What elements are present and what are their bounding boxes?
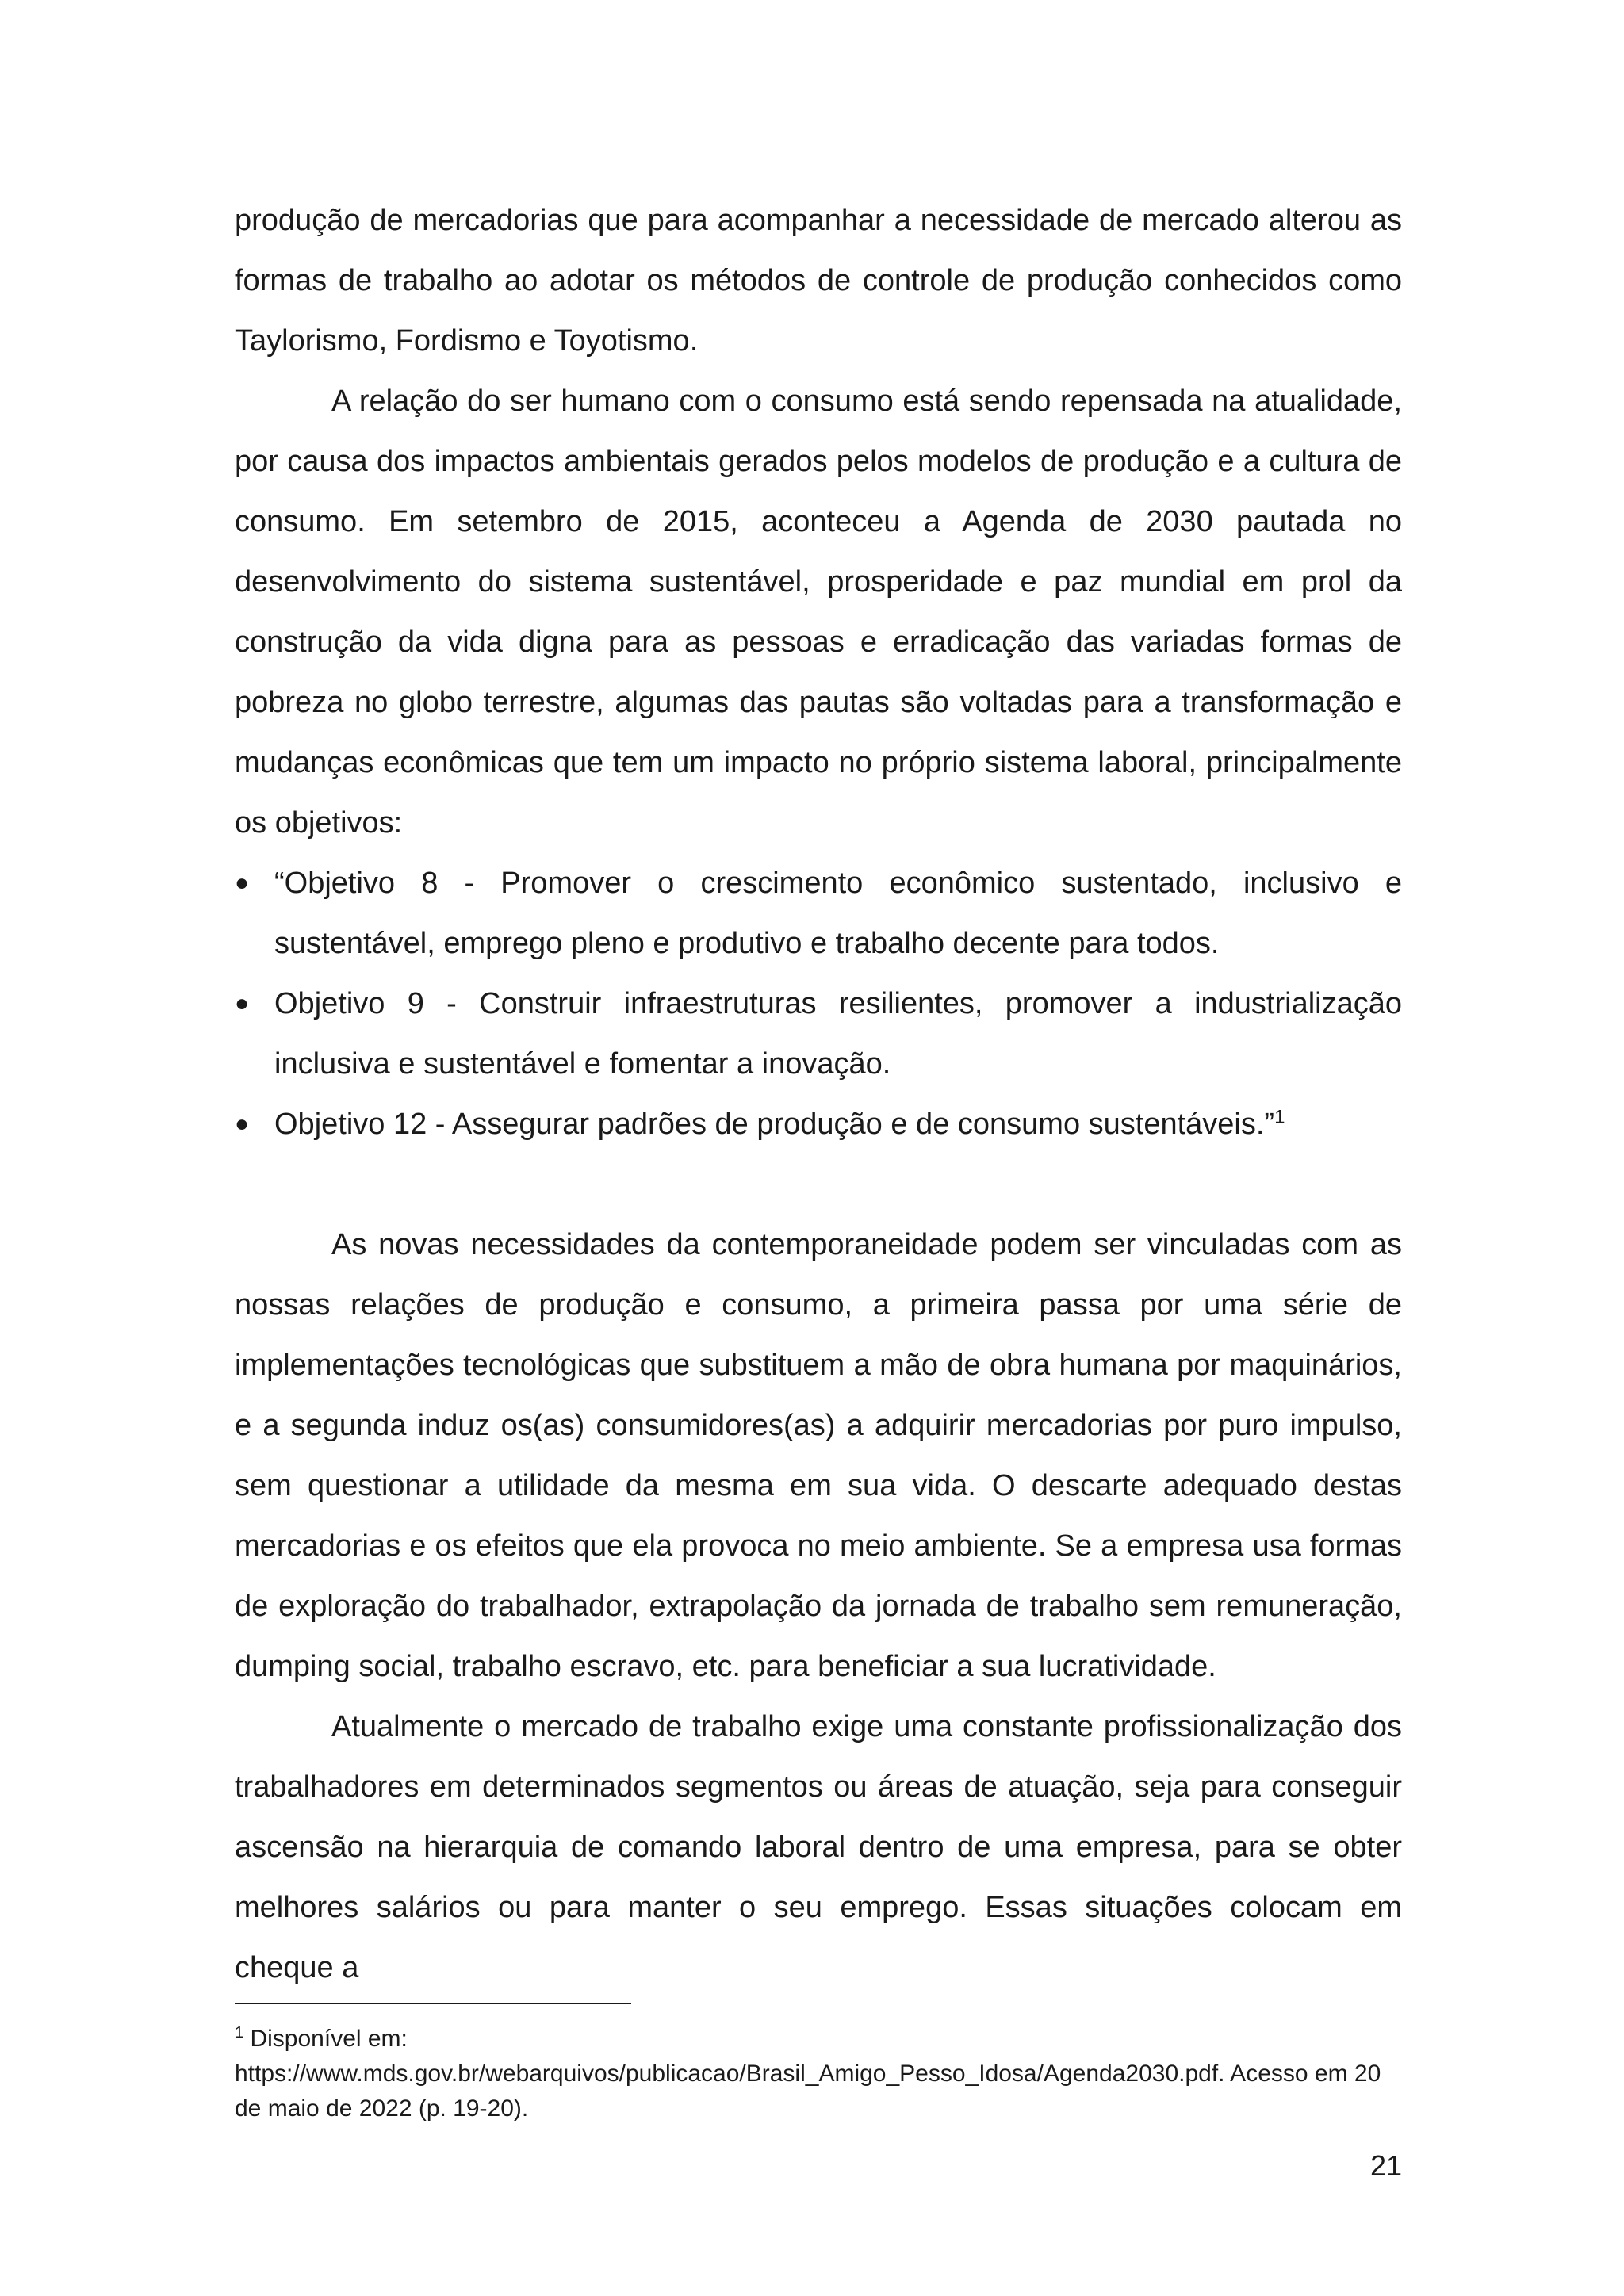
- bullet-text: Objetivo 9 - Construir infraestruturas resilientes, promover a industrialização inclusiva e sustentável e fomentar a inovação.: [274, 987, 1402, 1081]
- paragraph-labor-market: Atualmente o mercado de trabalho exige uma constante profissionalização dos trabalhadores em determinados segmentos ou áreas de atuação, seja para conseguir ascensão na hierarquia de comando laboral dentro de uma empresa, para se obter melhores salários ou para manter o seu emprego. Essas situações colocam em cheque a: [235, 1710, 1402, 1984]
- list-item: [235, 1094, 1402, 1154]
- bullet-text: [274, 1094, 1402, 1154]
- bullet-icon: ●: [235, 990, 250, 1016]
- paragraph-new-needs: As novas necessidades da contemporaneidade podem ser vinculadas com as nossas relações de produção e consumo, a primeira passa por uma série de implementações tecnológicas que substituem a mão de obra humana por maquinários, e a segunda induz os(as) consumidores(as) a adquirir mercadorias por puro impulso, sem questionar a utilidade da mesma em sua vida. O descarte adequado destas mercadorias e os efeitos que ela provoca no meio ambiente. Se a empresa usa formas de exploração do trabalhador, extrapolação da jornada de trabalho sem remuneração, dumping social, trabalho escravo, etc. para beneficiar a sua lucratividade.: [235, 1228, 1402, 1683]
- paragraph-continuation: produção de mercadorias que para acompanhar a necessidade de mercado alterou as formas de trabalho ao adotar os métodos de controle de produção conhecidos como Taylorismo, Fordismo e Toyotismo.: [235, 204, 1402, 358]
- footnote-line: [235, 2022, 1402, 2057]
- footnote: [235, 2022, 1402, 2126]
- bullet-icon: ●: [235, 1111, 250, 1137]
- list-item: [235, 853, 1402, 974]
- bullet-icon: ●: [235, 870, 250, 896]
- bullet-text: “Objetivo 8 - Promover o crescimento econômico sustentado, inclusivo e sustentável, emprego pleno e produtivo e trabalho decente para todos.: [274, 867, 1402, 960]
- footnote-separator: [235, 2003, 631, 2004]
- footnote-label: Disponível em:: [250, 2026, 408, 2052]
- paragraph-consumption: A relação do ser humano com o consumo está sendo repensada na atualidade, por causa dos impactos ambientais gerados pelos modelos de produção e a cultura de consumo. Em setembro de 2015, aconteceu a Agenda de 2030 pautada no desenvolvimento do sistema sustentável, prosperidade e paz mundial em prol da construção da vida digna para as pessoas e erradicação das variadas formas de pobreza no globo terrestre, algumas das pautas são voltadas para a transformação e mudanças econômicas que tem um impacto no próprio sistema laboral, principalmente os objetivos:: [235, 385, 1402, 840]
- footnote-reference[interactable]: 1: [1274, 1106, 1285, 1128]
- body-text: [235, 190, 1402, 1998]
- footnote-source-link[interactable]: https://www.mds.gov.br/webarquivos/publicacao/Brasil_Amigo_Pesso_Idosa/Agenda2030.pdf. Acesso em 20 de maio de 2022 (p. 19-20).: [235, 2061, 1381, 2122]
- list-item: [235, 974, 1402, 1094]
- page-number: 21: [1369, 2149, 1402, 2182]
- bullet-text-content: Objetivo 12 - Assegurar padrões de produção e de consumo sustentáveis.”: [274, 1108, 1275, 1141]
- paragraph-gap: [235, 1154, 1402, 1215]
- footnote-number: 1: [235, 2024, 244, 2042]
